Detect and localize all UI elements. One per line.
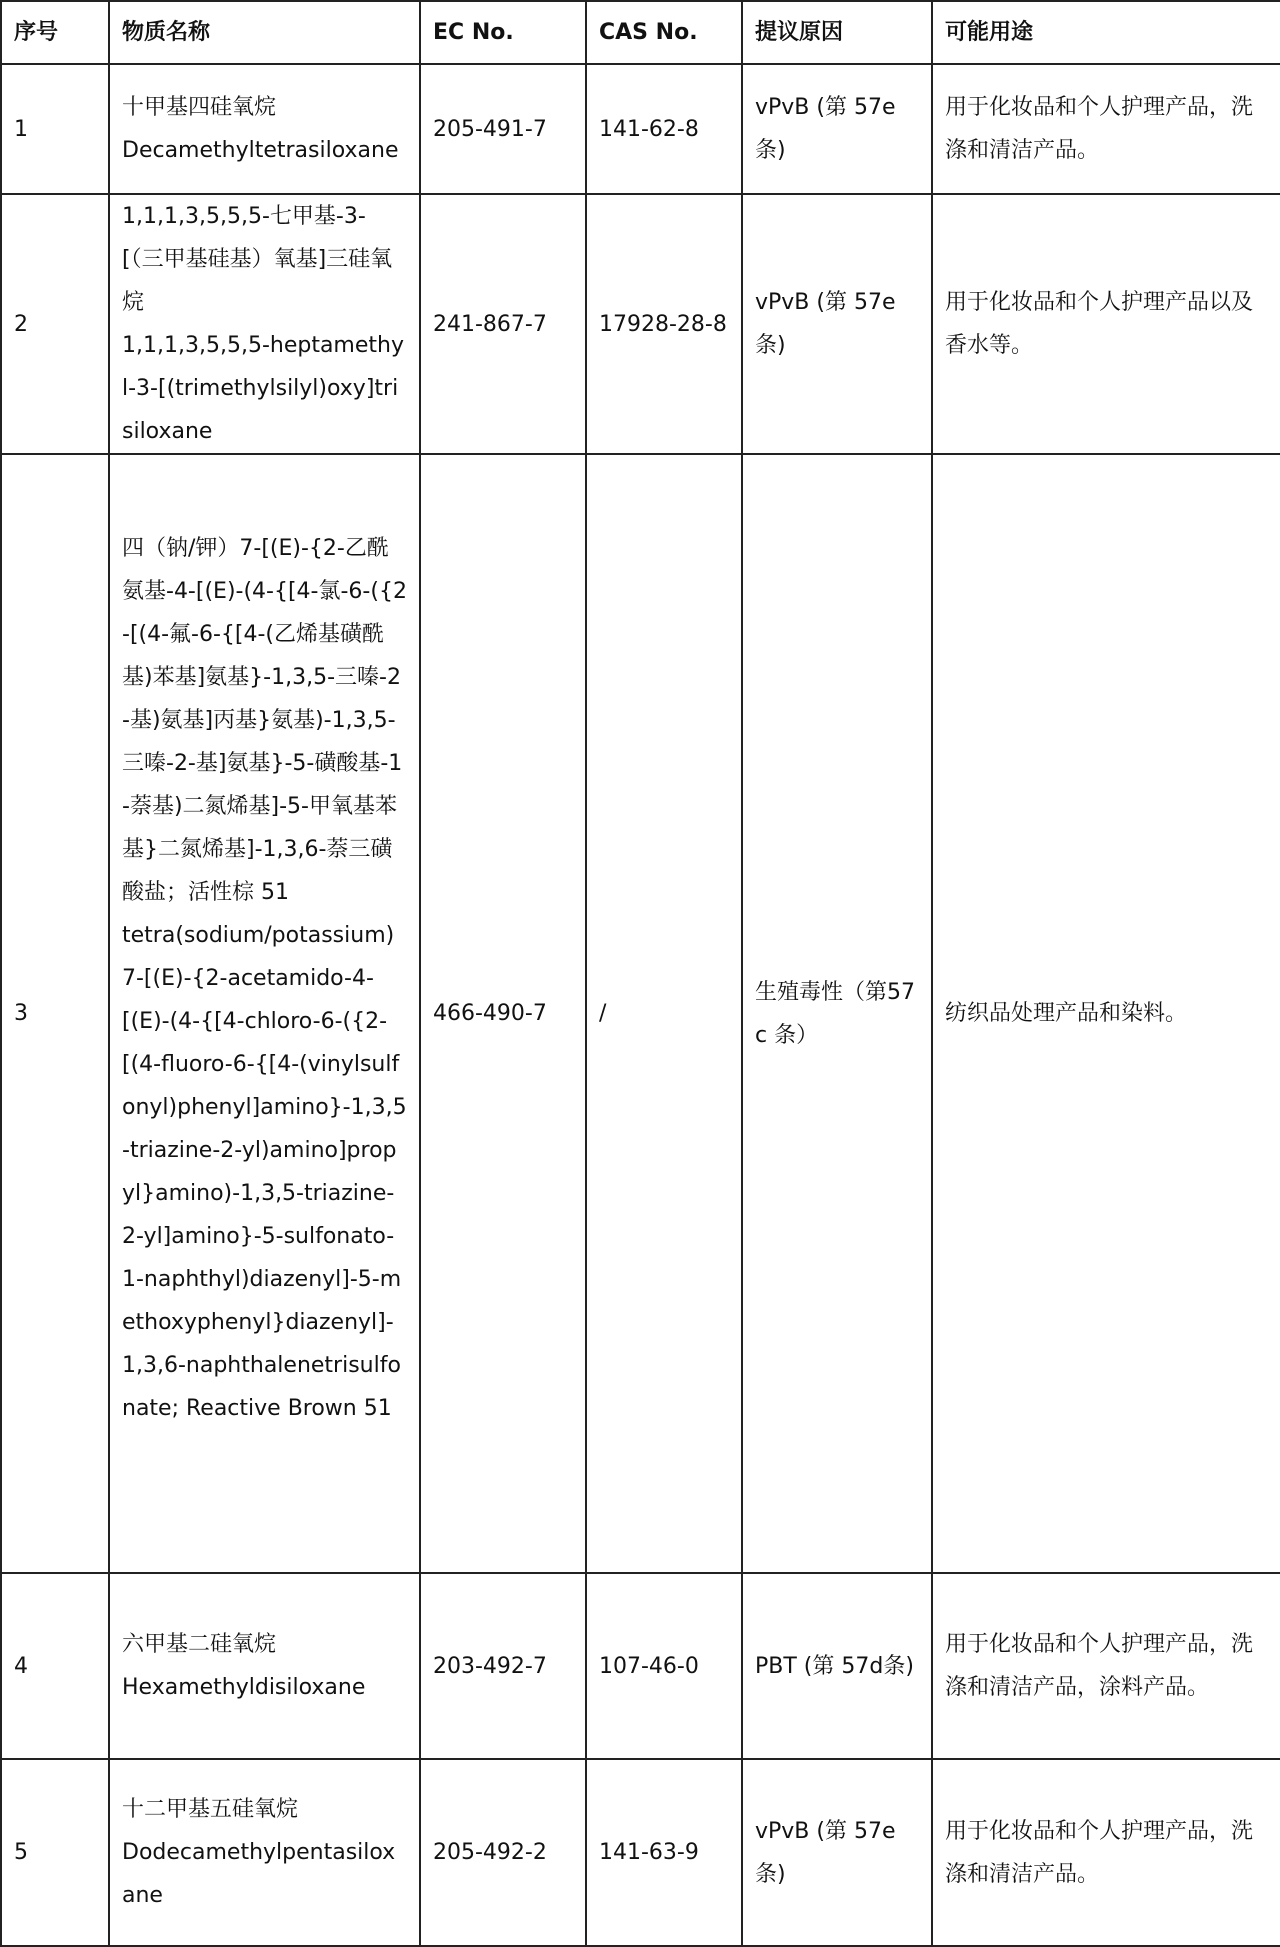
cell-reason: vPvB (第 57e条): [742, 64, 932, 194]
name-en: 1,1,1,3,5,5,5-heptamethyl-3-[(trimethylsilyl)oxy]trisiloxane: [122, 333, 404, 444]
name-en-full: 7-[(E)-{2-acetamido-4-[(E)-(4-{[4-chloro-6-({2-[(4-fluoro-6-{[4-(vinylsulfonyl)phenyl]amino}-1,3,5-triazine-2-yl)amino]propyl}amino)-1,3,5-triazine-2-yl]amino}-5-sulfonato-1-naphthyl)diazenyl]-5-methoxyphenyl}diazenyl]-1,3,6-naphthalenetrisulfonate; Reactive Brown 51: [122, 966, 407, 1421]
cell-no: 3: [1, 454, 109, 1573]
cell-no: 1: [1, 64, 109, 194]
cell-cas: 107-46-0: [586, 1573, 742, 1759]
header-cas: CAS No.: [586, 1, 742, 64]
header-reason: 提议原因: [742, 1, 932, 64]
cell-ec: 205-491-7: [420, 64, 586, 194]
cell-cas: /: [586, 454, 742, 1573]
header-name: 物质名称: [109, 1, 420, 64]
name-en: Hexamethyldisiloxane: [122, 1675, 366, 1700]
header-row: [1, 1, 1280, 64]
cell-name: [109, 1759, 420, 1946]
cell-reason: vPvB (第 57e条): [742, 1759, 932, 1946]
cell-name: [109, 1573, 420, 1759]
cell-ec: 205-492-2: [420, 1759, 586, 1946]
cell-reason: vPvB (第 57e条): [742, 194, 932, 454]
table-row: [1, 1573, 1280, 1759]
cell-ec: 466-490-7: [420, 454, 586, 1573]
cell-cas: 17928-28-8: [586, 194, 742, 454]
name-cn: 四（钠/钾）7-[(E)-{2-乙酰氨基-4-[(E)-(4-{[4-氯-6-({2-[(4-氟-6-{[4-(乙烯基磺酰基)苯基]氨基}-1,3,5-三嗪-2-基)氨基]丙基}氨基)-1,3,5-三嗪-2-基]氨基}-5-磺酸基-1-萘基)二氮烯基]-5-甲氧基苯基}二氮烯基]-1,3,6-萘三磺酸盐；活性棕 51: [122, 536, 407, 905]
cell-use: 纺织品处理产品和染料。: [932, 454, 1280, 1573]
cell-use: 用于化妆品和个人护理产品，洗涤和清洁产品，涂料产品。: [932, 1573, 1280, 1759]
cell-name: [109, 454, 420, 1573]
cell-use: 用于化妆品和个人护理产品，洗涤和清洁产品。: [932, 1759, 1280, 1946]
cell-name: [109, 64, 420, 194]
table-row: [1, 64, 1280, 194]
header-use: 可能用途: [932, 1, 1280, 64]
cell-no: 5: [1, 1759, 109, 1946]
cell-cas: 141-63-9: [586, 1759, 742, 1946]
table-row: [1, 194, 1280, 454]
cell-ec: 241-867-7: [420, 194, 586, 454]
cell-no: 4: [1, 1573, 109, 1759]
cell-name: [109, 194, 420, 454]
cell-cas: 141-62-8: [586, 64, 742, 194]
name-en: Dodecamethylpentasiloxane: [122, 1840, 396, 1908]
name-en: tetra(sodium/potassium): [122, 923, 395, 948]
cell-use: 用于化妆品和个人护理产品以及香水等。: [932, 194, 1280, 454]
cell-reason: PBT (第 57d条): [742, 1573, 932, 1759]
cell-no: 2: [1, 194, 109, 454]
cell-ec: 203-492-7: [420, 1573, 586, 1759]
name-en: Decamethyltetrasiloxane: [122, 138, 399, 163]
name-cn: 十二甲基五硅氧烷: [122, 1797, 299, 1822]
table-row: [1, 454, 1280, 1573]
table-row: [1, 1759, 1280, 1946]
name-cn: 十甲基四硅氧烷: [122, 95, 277, 120]
cell-use: 用于化妆品和个人护理产品，洗涤和清洁产品。: [932, 64, 1280, 194]
cell-reason: 生殖毒性（第57c 条）: [742, 454, 932, 1573]
header-ec: EC No.: [420, 1, 586, 64]
header-no: 序号: [1, 1, 109, 64]
name-cn: 1,1,1,3,5,5,5-七甲基-3-[（三甲基硅基）氧基]三硅氧烷: [122, 204, 393, 315]
name-cn: 六甲基二硅氧烷: [122, 1632, 277, 1657]
